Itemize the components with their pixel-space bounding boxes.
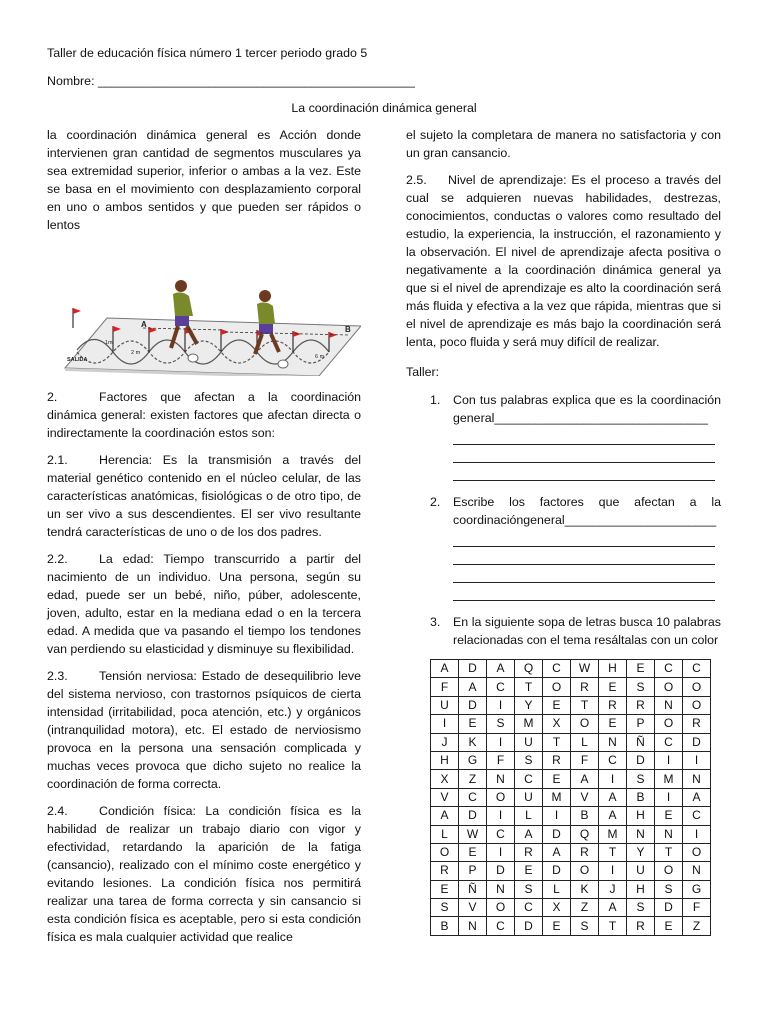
word-search-cell[interactable]: O: [655, 678, 683, 696]
word-search-cell[interactable]: D: [487, 862, 515, 880]
word-search-cell[interactable]: T: [515, 678, 543, 696]
word-search-cell[interactable]: D: [683, 733, 711, 751]
word-search-cell[interactable]: R: [627, 917, 655, 935]
word-search-cell[interactable]: N: [599, 733, 627, 751]
word-search-cell[interactable]: W: [571, 660, 599, 678]
word-search-cell[interactable]: I: [683, 751, 711, 769]
worksheet-title: Taller de educación física número 1 tercer periodo grado 5: [47, 46, 368, 60]
word-search-cell[interactable]: D: [459, 696, 487, 714]
word-search-row: [431, 696, 711, 714]
physical-condition-continuation: el sujeto la completara de manera no satisfactoria y con un gran cansancio.: [406, 128, 721, 160]
word-search-cell[interactable]: Q: [571, 825, 599, 843]
word-search-cell[interactable]: H: [599, 660, 627, 678]
word-search-cell[interactable]: S: [487, 715, 515, 733]
word-search-cell[interactable]: R: [683, 715, 711, 733]
word-search-cell[interactable]: A: [683, 788, 711, 806]
word-search-cell[interactable]: F: [571, 751, 599, 769]
name-field-label: Nombre: ______________________________________________: [47, 74, 415, 88]
word-search-row: [431, 715, 711, 733]
word-search-cell[interactable]: I: [487, 733, 515, 751]
word-search-cell[interactable]: N: [683, 770, 711, 788]
word-search-cell[interactable]: I: [543, 807, 571, 825]
intro-paragraph: la coordinación dinámica general es Acción donde intervienen gran cantidad de segmentos musculares ya sea extremidad superior, inferior o ambas a la vez. Este se basa en el movimiento con desplazamiento corporal en uno o ambos sentidos y que pueden ser rápidos o lentos: [47, 128, 361, 232]
word-search-cell[interactable]: S: [571, 917, 599, 935]
word-search-cell[interactable]: O: [683, 843, 711, 861]
word-search-cell[interactable]: I: [487, 807, 515, 825]
word-search-cell[interactable]: X: [543, 715, 571, 733]
word-search-cell[interactable]: O: [571, 715, 599, 733]
word-search-cell[interactable]: Y: [515, 696, 543, 714]
word-search-cell[interactable]: E: [655, 917, 683, 935]
factor-text: Nivel de aprendizaje: Es el proceso a través del cual se adquieren nuevas habilidades, destrezas, conocimientos, conductas o valores como resultado del estudio, la experiencia, la instrucción, el razonamiento y la observación. El nivel de aprendizaje afecta positiva o negativamente a la coordinación dinámica general ya que si el nivel de aprendizaje es alto la coordinación será más fluida y efectiva a la vez que rápida, mientras que si el nivel de aprendizaje es más bajo la coordinación será lenta, poco fluida y será muy difícil de realizar.: [406, 173, 721, 349]
word-search-cell[interactable]: T: [599, 917, 627, 935]
task-number: 1.: [430, 393, 441, 407]
task-text: En la siguiente sopa de letras busca 10 palabras relacionadas con el tema resáltalas con un color: [453, 615, 721, 647]
task-text: Con tus palabras explica que es la coordinación general_______________________________: [453, 393, 721, 425]
word-search-cell[interactable]: E: [431, 880, 459, 898]
word-search-cell[interactable]: Ñ: [459, 880, 487, 898]
word-search-row: [431, 678, 711, 696]
word-search-cell[interactable]: S: [627, 678, 655, 696]
word-search-cell[interactable]: C: [543, 660, 571, 678]
answer-line[interactable]: [453, 565, 715, 583]
word-search-row: [431, 862, 711, 880]
left-column: [47, 126, 361, 955]
word-search-cell[interactable]: L: [571, 733, 599, 751]
word-search-cell[interactable]: O: [431, 843, 459, 861]
word-search-cell[interactable]: C: [683, 660, 711, 678]
word-search-cell[interactable]: N: [459, 917, 487, 935]
word-search-cell[interactable]: L: [431, 825, 459, 843]
word-search-cell[interactable]: E: [543, 770, 571, 788]
word-search-cell[interactable]: D: [543, 862, 571, 880]
word-search-cell[interactable]: P: [627, 715, 655, 733]
word-search-cell[interactable]: S: [627, 899, 655, 917]
word-search-row: [431, 807, 711, 825]
word-search-cell[interactable]: E: [459, 843, 487, 861]
word-search-cell[interactable]: O: [655, 715, 683, 733]
word-search-cell[interactable]: I: [655, 751, 683, 769]
word-search-cell[interactable]: M: [599, 825, 627, 843]
word-search-cell[interactable]: I: [655, 788, 683, 806]
word-search-row: [431, 880, 711, 898]
word-search-cell[interactable]: I: [487, 843, 515, 861]
factor-heredity: [47, 451, 361, 541]
word-search-cell[interactable]: B: [571, 807, 599, 825]
word-search-cell[interactable]: Q: [515, 660, 543, 678]
word-search-cell[interactable]: X: [543, 899, 571, 917]
word-search-cell[interactable]: D: [515, 917, 543, 935]
word-search-cell[interactable]: I: [599, 770, 627, 788]
word-search-cell[interactable]: E: [459, 715, 487, 733]
task-number: 3.: [430, 615, 441, 629]
answer-line[interactable]: [453, 529, 715, 547]
word-search-cell[interactable]: A: [571, 770, 599, 788]
word-search-cell[interactable]: B: [431, 917, 459, 935]
word-search-cell[interactable]: E: [627, 660, 655, 678]
word-search-row: [431, 660, 711, 678]
word-search-cell[interactable]: U: [627, 862, 655, 880]
word-search-cell[interactable]: R: [599, 696, 627, 714]
word-search-cell[interactable]: T: [655, 843, 683, 861]
word-search-cell[interactable]: V: [459, 899, 487, 917]
word-search-cell[interactable]: E: [543, 696, 571, 714]
factor-number: 2.3.: [47, 669, 68, 683]
word-search-cell[interactable]: N: [683, 862, 711, 880]
answer-line[interactable]: [453, 445, 715, 463]
factor-text: La edad: Tiempo transcurrido a partir del nacimiento de un individuo. Una persona, según su edad, puede ser un bebé, niño, púber, adolescente, joven, adulto, estar en la mediana edad o en la tercera edad. A medida que va pasando el tiempo los tendones van perdiendo su elasticidad y disminuye su flexibilidad.: [47, 552, 361, 656]
word-search-cell[interactable]: K: [459, 733, 487, 751]
word-search-cell[interactable]: V: [571, 788, 599, 806]
word-search-cell[interactable]: G: [683, 880, 711, 898]
word-search-cell[interactable]: S: [655, 880, 683, 898]
word-search-cell[interactable]: Z: [571, 899, 599, 917]
word-search-cell[interactable]: A: [431, 660, 459, 678]
word-search-cell[interactable]: I: [487, 696, 515, 714]
word-search-cell[interactable]: R: [571, 678, 599, 696]
word-search-cell[interactable]: C: [459, 788, 487, 806]
word-search-cell[interactable]: O: [683, 696, 711, 714]
word-search-cell[interactable]: A: [599, 788, 627, 806]
factor-text: Herencia: Es la transmisión a través del material genético contenido en el núcleo celular, de las características anatómicas, fisiológicas o de otro tipo, de un ser vivo a sus descendientes. El ser vivo resultante tendrá características de uno o de los dos padres.: [47, 453, 361, 539]
word-search-cell[interactable]: N: [655, 696, 683, 714]
word-search-cell[interactable]: T: [599, 843, 627, 861]
task-3: [406, 613, 721, 649]
word-search-cell[interactable]: U: [431, 696, 459, 714]
two-meter-label: 2 m: [131, 350, 141, 356]
word-search-row: [431, 751, 711, 769]
word-search-cell[interactable]: S: [627, 770, 655, 788]
word-search-cell[interactable]: A: [487, 660, 515, 678]
word-search-cell[interactable]: E: [599, 678, 627, 696]
factor-number: 2.2.: [47, 552, 68, 566]
word-search-cell[interactable]: V: [431, 788, 459, 806]
word-search-cell[interactable]: F: [683, 899, 711, 917]
answer-line[interactable]: [453, 463, 715, 481]
word-search-cell[interactable]: O: [683, 678, 711, 696]
word-search-cell[interactable]: M: [655, 770, 683, 788]
word-search-cell[interactable]: C: [599, 751, 627, 769]
word-search-cell[interactable]: S: [431, 899, 459, 917]
word-search-cell[interactable]: E: [543, 917, 571, 935]
one-meter-label: 1m: [105, 340, 113, 346]
word-search-cell[interactable]: G: [459, 751, 487, 769]
word-search-cell[interactable]: O: [487, 899, 515, 917]
word-search-cell[interactable]: N: [655, 825, 683, 843]
word-search-cell[interactable]: U: [515, 788, 543, 806]
workshop-label: Taller:: [406, 365, 440, 379]
word-search-row: [431, 843, 711, 861]
word-search-cell[interactable]: C: [655, 660, 683, 678]
word-search-cell[interactable]: Z: [459, 770, 487, 788]
word-search-row: [431, 788, 711, 806]
task-2: [406, 493, 721, 601]
word-search-cell[interactable]: O: [543, 678, 571, 696]
word-search-cell[interactable]: H: [431, 751, 459, 769]
word-search-cell[interactable]: S: [515, 880, 543, 898]
word-search-cell[interactable]: A: [543, 843, 571, 861]
word-search-cell[interactable]: J: [599, 880, 627, 898]
word-search-cell[interactable]: N: [627, 825, 655, 843]
word-search-cell[interactable]: L: [543, 880, 571, 898]
word-search-cell[interactable]: J: [431, 733, 459, 751]
word-search-cell[interactable]: E: [515, 862, 543, 880]
word-search-row: [431, 899, 711, 917]
word-search-row: [431, 733, 711, 751]
word-search-cell[interactable]: T: [571, 696, 599, 714]
word-search-cell[interactable]: X: [431, 770, 459, 788]
word-search-cell[interactable]: R: [571, 843, 599, 861]
word-search-cell[interactable]: C: [515, 770, 543, 788]
factor-text: Condición física: La condición física es la habilidad de realizar un trabajo diario con vigor y efectividad, retardando la aparición de la fatiga (cansancio), realizado con el mínimo coste energético y evitando lesiones. La condición física nos permitirá realizar una tarea de forma correcta y sin cansancio si esta condición física es aceptable, pero si esta condición física es mala cualquier actividad que realice: [47, 804, 361, 944]
word-search-cell[interactable]: A: [431, 807, 459, 825]
answer-line[interactable]: [453, 583, 715, 601]
factor-number: 2.5.: [406, 173, 427, 187]
factor-physical-condition: [47, 802, 361, 946]
word-search-row: [431, 917, 711, 935]
word-search-row: [431, 825, 711, 843]
word-search-cell[interactable]: B: [627, 788, 655, 806]
word-search-cell[interactable]: N: [487, 880, 515, 898]
word-search-cell[interactable]: D: [543, 825, 571, 843]
factor-number: 2.4.: [47, 804, 68, 818]
task-number: 2.: [430, 495, 441, 509]
word-search-grid: [430, 659, 711, 936]
word-search-cell[interactable]: Y: [627, 843, 655, 861]
start-label: SALIDA: [67, 357, 88, 363]
coordination-course-illustration: [47, 248, 361, 376]
word-search-cell[interactable]: H: [627, 880, 655, 898]
word-search-cell[interactable]: P: [459, 862, 487, 880]
word-search-cell[interactable]: W: [459, 825, 487, 843]
topic-heading: La coordinación dinámica general: [291, 101, 477, 115]
word-search-cell[interactable]: C: [655, 733, 683, 751]
word-search-cell[interactable]: H: [627, 807, 655, 825]
word-search-cell[interactable]: D: [459, 660, 487, 678]
word-search-cell[interactable]: F: [431, 678, 459, 696]
word-search-cell[interactable]: A: [515, 825, 543, 843]
word-search-cell[interactable]: K: [571, 880, 599, 898]
word-search-cell[interactable]: C: [487, 678, 515, 696]
word-search-cell[interactable]: F: [487, 751, 515, 769]
factor-nervous-tension: [47, 667, 361, 793]
word-search-cell[interactable]: U: [515, 733, 543, 751]
word-search-cell[interactable]: C: [487, 825, 515, 843]
word-search-cell[interactable]: D: [459, 807, 487, 825]
six-meter-label: 6 m: [315, 354, 325, 360]
word-search-cell[interactable]: Ñ: [627, 733, 655, 751]
word-search-cell[interactable]: R: [515, 843, 543, 861]
point-a-label: A: [141, 320, 147, 329]
word-search-cell[interactable]: Z: [683, 917, 711, 935]
word-search-cell[interactable]: D: [655, 899, 683, 917]
word-search-cell[interactable]: A: [599, 807, 627, 825]
word-search-cell[interactable]: T: [543, 733, 571, 751]
answer-line[interactable]: [453, 547, 715, 565]
word-search-cell[interactable]: D: [627, 751, 655, 769]
factors-intro-text: Factores que afectan a la coordinación dinámica general: existen factores que afectan directa o indirectamente la coordinación estos son:: [47, 390, 361, 440]
factor-text: Tensión nerviosa: Estado de desequilibrio leve del sistema nervioso, con trastornos psíquicos de cierta intensidad (irritabilidad, poca atención, etc.) y orgánicos (intranquilidad motora), etc. El estado de nerviosismo provoca en la persona una sensación complicada y muchas veces provoca que dicho sujeto no realice la coordinación de forma correcta.: [47, 669, 361, 791]
task-text: Escribe los factores que afectan a la coordinacióngeneral______________________: [453, 495, 721, 527]
word-search-cell[interactable]: I: [431, 715, 459, 733]
word-search-cell[interactable]: S: [515, 751, 543, 769]
word-search-cell[interactable]: R: [543, 751, 571, 769]
word-search-cell[interactable]: L: [515, 807, 543, 825]
word-search-cell[interactable]: C: [683, 807, 711, 825]
right-column: [406, 126, 721, 936]
factors-intro: [47, 388, 361, 442]
answer-line[interactable]: [453, 427, 715, 445]
word-search-cell[interactable]: E: [655, 807, 683, 825]
word-search-cell[interactable]: I: [599, 862, 627, 880]
word-search-cell[interactable]: N: [487, 770, 515, 788]
task-1: [406, 391, 721, 481]
factors-number: 2.: [47, 390, 58, 404]
word-search-cell[interactable]: M: [515, 715, 543, 733]
word-search-cell[interactable]: O: [655, 862, 683, 880]
point-b-label: B: [345, 325, 351, 334]
factor-number: 2.1.: [47, 453, 68, 467]
word-search-cell[interactable]: R: [431, 862, 459, 880]
word-search-cell[interactable]: O: [487, 788, 515, 806]
word-search-cell[interactable]: A: [459, 678, 487, 696]
word-search-cell[interactable]: O: [571, 862, 599, 880]
word-search-row: [431, 770, 711, 788]
word-search-cell[interactable]: M: [543, 788, 571, 806]
word-search-cell[interactable]: C: [515, 899, 543, 917]
factor-age: [47, 550, 361, 658]
word-search-cell[interactable]: C: [487, 917, 515, 935]
word-search-cell[interactable]: A: [599, 899, 627, 917]
factor-learning-level: [406, 171, 721, 351]
word-search-cell[interactable]: E: [599, 715, 627, 733]
word-search-cell[interactable]: R: [627, 696, 655, 714]
word-search-cell[interactable]: I: [683, 825, 711, 843]
